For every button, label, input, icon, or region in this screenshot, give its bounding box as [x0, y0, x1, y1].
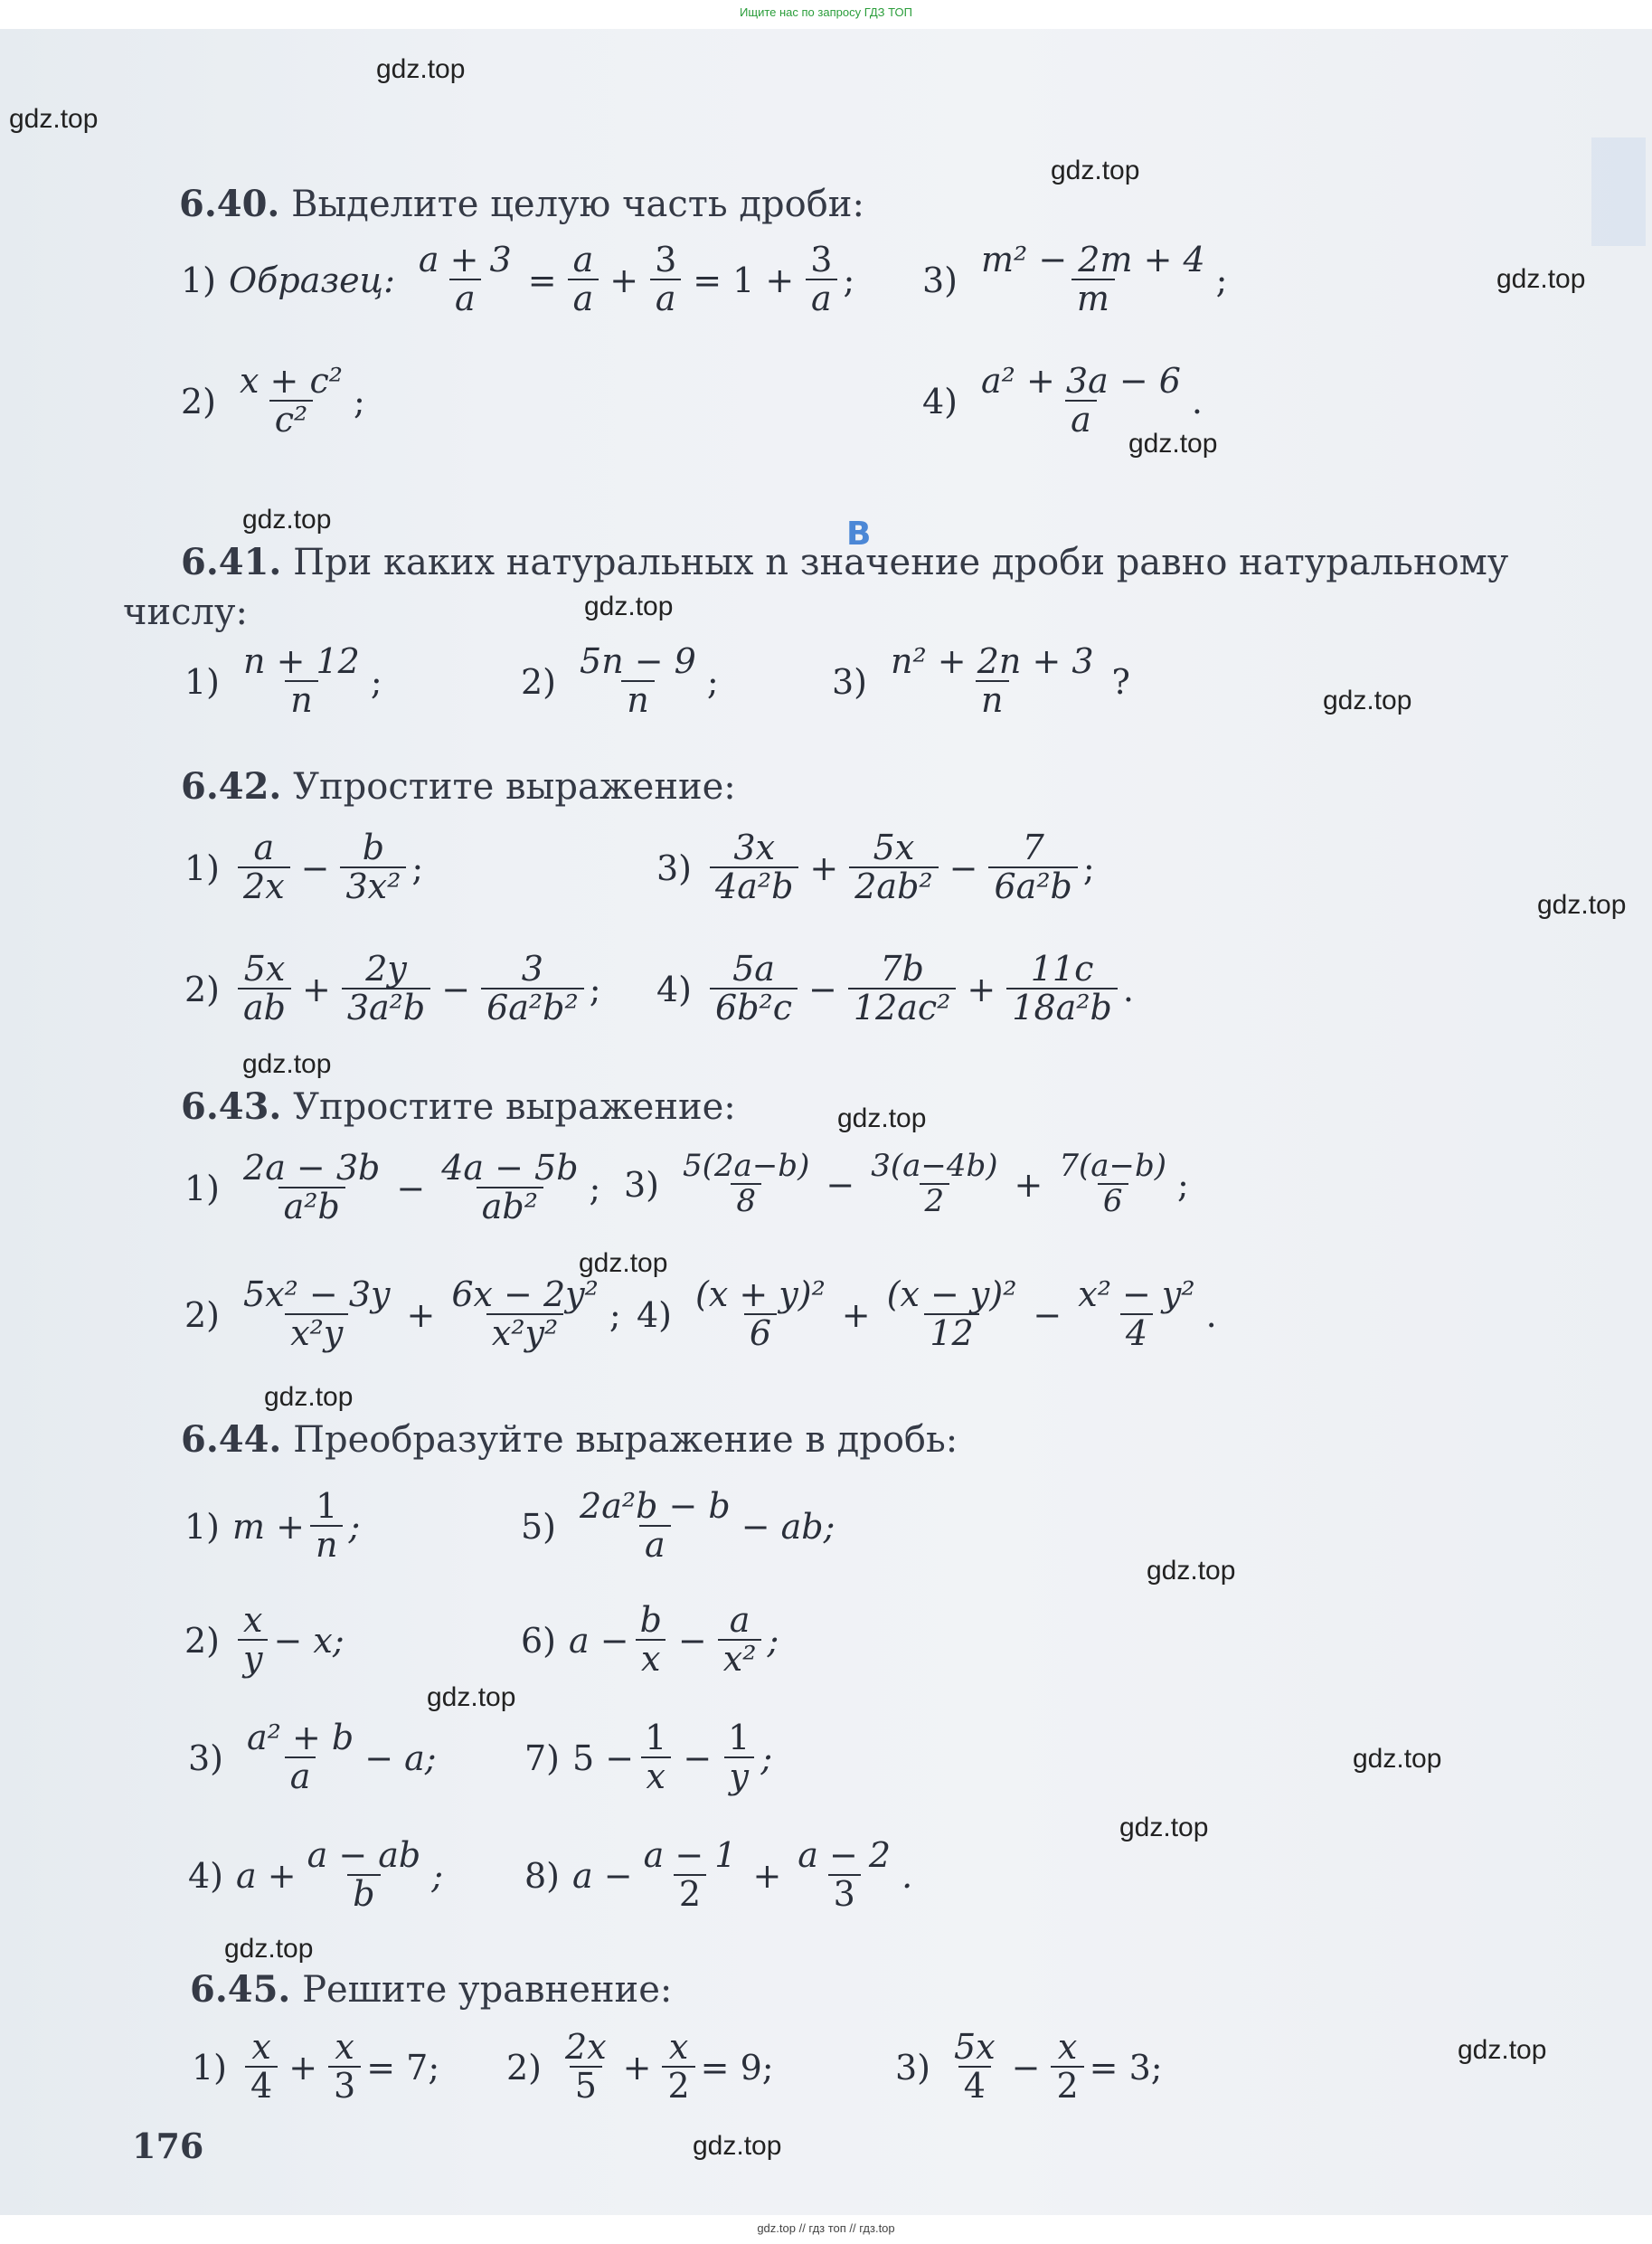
denominator: x²y — [285, 1313, 348, 1353]
punctuation: . — [1122, 969, 1134, 1009]
denominator: 3 — [828, 1874, 861, 1914]
numerator: 5(2a−b) — [683, 1148, 810, 1184]
numerator: a — [253, 828, 275, 867]
item-6-41-3 — [832, 641, 1130, 720]
operator: + — [288, 2047, 318, 2088]
textbook-page — [0, 29, 1652, 2215]
numerator: 3(a−4b) — [871, 1148, 998, 1184]
numerator: 2x — [565, 2027, 607, 2067]
numerator: 2y — [365, 949, 407, 989]
watermark: gdz.top — [1051, 156, 1140, 185]
numerator: 5x — [954, 2027, 996, 2067]
numerator: 4a − 5b — [441, 1148, 579, 1188]
numerator: 1 — [645, 1718, 667, 1757]
watermark: gdz.top — [242, 1049, 332, 1079]
exercise-header — [181, 765, 736, 808]
exercise-title: Преобразуйте выражение в дробь: — [293, 1419, 958, 1461]
fraction — [849, 830, 938, 906]
fraction — [328, 2027, 361, 2106]
watermark: gdz.top — [837, 1103, 927, 1133]
item-number: 8) — [524, 1855, 561, 1896]
item-number: 2) — [506, 2047, 543, 2088]
item-6-40-3 — [922, 242, 1227, 318]
item-number: 2) — [184, 1294, 221, 1335]
item-6-45-3 — [895, 2027, 1163, 2106]
fraction — [949, 2027, 1001, 2106]
fraction — [639, 1720, 672, 1796]
section-letter: В — [846, 516, 872, 553]
numerator: 3 — [655, 240, 677, 279]
punctuation: . — [902, 1855, 913, 1896]
numerator: 7(a−b) — [1059, 1148, 1167, 1184]
item-number: 4) — [656, 969, 693, 1009]
expression-prefix: 5 − — [572, 1737, 635, 1778]
item-6-40-1 — [181, 242, 854, 318]
punctuation: ; — [370, 661, 382, 702]
bleed-through-highlight — [1591, 137, 1646, 246]
numerator: 1 — [316, 1486, 338, 1526]
item-6-42-1 — [184, 830, 423, 906]
fraction — [638, 1835, 742, 1914]
denominator: 6 — [1098, 1183, 1128, 1218]
fraction — [1072, 1274, 1200, 1353]
numerator: 5a — [732, 949, 775, 989]
punctuation: . — [1205, 1294, 1217, 1335]
punctuation: . — [1191, 381, 1204, 421]
denominator: ab² — [477, 1187, 543, 1226]
denominator: 6 — [744, 1313, 777, 1353]
denominator: n — [621, 680, 654, 720]
numerator: 2a − 3b — [243, 1148, 381, 1188]
operator: + — [609, 260, 639, 300]
numerator: a — [729, 1600, 750, 1640]
item-number: 2) — [181, 381, 217, 421]
denominator: 6a²b — [988, 866, 1077, 906]
denominator: 4 — [958, 2066, 991, 2106]
item-6-44-1 — [184, 1486, 361, 1565]
fraction — [238, 641, 365, 720]
watermark: gdz.top — [224, 1934, 314, 1964]
page-number: 176 — [132, 2126, 204, 2166]
denominator: 2 — [1051, 2066, 1083, 2106]
item-number: 3) — [624, 1164, 660, 1205]
fraction — [238, 1150, 385, 1226]
denominator: a — [639, 1525, 671, 1565]
item-6-41-1 — [184, 641, 382, 720]
numerator: x — [243, 1600, 263, 1640]
exercise-number: 6.40. — [179, 183, 280, 225]
numerator: m² − 2m + 4 — [981, 240, 1205, 279]
item-number: 2) — [184, 969, 221, 1009]
denominator: n — [285, 680, 317, 720]
numerator: x² − y² — [1078, 1274, 1195, 1314]
denominator: b — [347, 1874, 380, 1914]
fraction — [574, 641, 702, 720]
denominator: x² — [718, 1639, 762, 1679]
operator: − — [1033, 1294, 1062, 1335]
punctuation: ; — [609, 1294, 621, 1335]
fraction — [574, 1486, 736, 1565]
operator: + — [622, 2047, 652, 2088]
punctuation: ; — [411, 847, 424, 888]
watermark: gdz.top — [1323, 686, 1412, 715]
watermark: gdz.top — [376, 54, 466, 84]
numerator: a + 3 — [418, 240, 512, 279]
numerator: b — [362, 828, 385, 867]
denominator: 18a²b — [1006, 988, 1118, 1027]
item-6-40-4 — [922, 361, 1204, 440]
item-number: 5) — [521, 1506, 557, 1547]
fraction — [865, 1150, 1003, 1218]
numerator: a² + 3a − 6 — [981, 361, 1181, 401]
denominator: 12ac² — [848, 988, 957, 1027]
numerator: 2a²b − b — [580, 1486, 731, 1526]
fraction — [805, 242, 837, 318]
fraction — [340, 830, 406, 906]
exercise-number: 6.44. — [181, 1418, 282, 1461]
operator: + — [809, 847, 839, 888]
numerator: a − ab — [307, 1835, 421, 1875]
watermark: gdz.top — [584, 592, 674, 621]
denominator: m — [1071, 279, 1115, 318]
item-number: 3) — [922, 260, 958, 300]
fraction — [302, 1835, 427, 1914]
denominator: a — [449, 279, 481, 318]
fraction — [848, 949, 957, 1027]
exercise-header — [181, 1085, 736, 1128]
punctuation: ; — [843, 260, 855, 300]
punctuation: ; — [348, 1506, 361, 1547]
fraction — [238, 830, 290, 906]
watermark: gdz.top — [1458, 2035, 1547, 2065]
item-number: 4) — [922, 381, 958, 421]
item-number: 2) — [521, 661, 557, 702]
equation-rhs: = 9; — [700, 2047, 774, 2088]
operator: − — [677, 1620, 707, 1661]
fraction — [976, 242, 1211, 318]
exercise-title: Упростите выражение: — [293, 1086, 736, 1128]
denominator: 4a²b — [710, 866, 798, 906]
expression-prefix: m + — [232, 1506, 305, 1547]
fraction — [882, 1274, 1023, 1353]
fraction — [662, 2027, 694, 2106]
item-number: 1) — [184, 1168, 221, 1208]
item-number: 7) — [524, 1737, 561, 1778]
watermark: gdz.top — [427, 1682, 516, 1712]
numerator: 5x — [873, 828, 915, 867]
exercise-title: Упростите выражение: — [293, 766, 736, 808]
fraction — [446, 1274, 603, 1353]
item-number: 1) — [181, 260, 217, 300]
punctuation: ; — [1177, 1164, 1189, 1205]
fraction — [792, 1835, 896, 1914]
denominator: 3a²b — [342, 988, 430, 1027]
numerator: b — [639, 1600, 662, 1640]
fraction — [238, 1600, 268, 1679]
fraction — [690, 1274, 831, 1353]
numerator: 7b — [880, 949, 924, 989]
item-6-44-7 — [524, 1720, 772, 1796]
numerator: n² + 2n + 3 — [891, 641, 1094, 681]
watermark: gdz.top — [1147, 1556, 1236, 1586]
numerator: a² + b — [247, 1718, 354, 1757]
punctuation: ; — [767, 1620, 779, 1661]
expression-prefix: a − — [572, 1855, 633, 1896]
item-number: 3) — [832, 661, 868, 702]
fraction — [635, 1600, 667, 1679]
punctuation: ? — [1111, 661, 1130, 702]
item-number: 1) — [192, 2047, 228, 2088]
denominator: x²y² — [486, 1313, 563, 1353]
watermark: gdz.top — [579, 1248, 668, 1278]
operator: − — [683, 1737, 713, 1778]
punctuation: ; — [589, 1168, 601, 1208]
operator: + — [1014, 1164, 1043, 1205]
item-number: 1) — [184, 1506, 221, 1547]
operator: − — [1011, 2047, 1041, 2088]
item-6-40-2 — [181, 361, 365, 440]
numerator: (x − y)² — [886, 1274, 1017, 1314]
numerator: 1 — [728, 1718, 750, 1757]
operator: = — [527, 260, 557, 300]
exercise-number: 6.45. — [190, 1968, 291, 2011]
item-6-43-3 — [624, 1150, 1189, 1218]
fraction — [238, 1274, 395, 1353]
denominator: a — [285, 1756, 316, 1796]
equation-rhs: = 3; — [1089, 2047, 1163, 2088]
denominator: y — [724, 1756, 754, 1796]
fraction — [722, 1720, 755, 1796]
numerator: 5n − 9 — [580, 641, 696, 681]
numerator: 3 — [810, 240, 833, 279]
exercise-header — [190, 1968, 672, 2011]
denominator: a — [568, 279, 599, 318]
operator: − — [949, 847, 978, 888]
equation-rhs: = 7; — [366, 2047, 440, 2088]
denominator: 2 — [674, 1874, 706, 1914]
denominator: 6a²b² — [481, 988, 584, 1027]
fraction — [677, 1150, 815, 1218]
top-banner: Ищите нас по запросу ГДЗ ТОП — [740, 5, 912, 19]
item-number: 3) — [656, 847, 693, 888]
expression-prefix: a − — [569, 1620, 629, 1661]
exercise-title: При каких натуральных n значение дроби равно натуральному — [293, 542, 1509, 583]
expression-suffix: − x; — [273, 1620, 345, 1661]
operator: − — [826, 1164, 855, 1205]
fraction — [1051, 2027, 1083, 2106]
item-number: 1) — [184, 661, 221, 702]
item-number: 6) — [521, 1620, 557, 1661]
numerator: n + 12 — [243, 641, 360, 681]
numerator: x — [668, 2027, 689, 2067]
fraction — [238, 949, 291, 1027]
numerator: a − 2 — [798, 1835, 892, 1875]
denominator: n — [310, 1525, 343, 1565]
fraction — [1006, 949, 1118, 1027]
item-number: 1) — [184, 847, 221, 888]
watermark: gdz.top — [693, 2131, 782, 2161]
operator: − — [808, 969, 837, 1009]
denominator: 2 — [920, 1183, 950, 1218]
numerator: x + c² — [240, 361, 343, 401]
item-number: 4) — [188, 1855, 224, 1896]
punctuation: ; — [353, 381, 365, 421]
exercise-header — [181, 1418, 958, 1461]
numerator: 3 — [521, 949, 543, 989]
fraction — [710, 949, 798, 1027]
item-6-44-2 — [184, 1600, 345, 1679]
operator: + — [406, 1294, 436, 1335]
denominator: a — [650, 279, 682, 318]
sample-label: Образец: — [229, 260, 395, 300]
exercise-header — [179, 183, 864, 225]
item-number: 3) — [188, 1737, 224, 1778]
fraction — [234, 361, 348, 440]
fraction — [885, 641, 1100, 720]
denominator: a — [1065, 400, 1097, 440]
item-6-41-2 — [521, 641, 719, 720]
fraction — [310, 1486, 343, 1565]
item-6-42-4 — [656, 949, 1134, 1027]
denominator: 4 — [245, 2066, 278, 2106]
operator: − — [441, 969, 471, 1009]
item-6-44-6 — [521, 1600, 779, 1679]
numerator: 11c — [1030, 949, 1094, 989]
numerator: (x + y)² — [695, 1274, 826, 1314]
fraction — [568, 242, 599, 318]
item-6-42-3 — [656, 830, 1095, 906]
bottom-banner: gdz.top // гдз топ // гдз.top — [757, 2221, 895, 2235]
punctuation: ; — [589, 969, 601, 1009]
operator: + — [302, 969, 331, 1009]
fraction — [413, 242, 517, 318]
exercise-header — [181, 541, 1508, 583]
exercise-number: 6.43. — [181, 1085, 282, 1128]
denominator: 12 — [924, 1313, 978, 1353]
numerator: 7 — [1022, 828, 1044, 867]
watermark: gdz.top — [9, 104, 99, 134]
numerator: 5x — [243, 949, 286, 989]
exercise-title: Выделите целую часть дроби: — [291, 184, 864, 225]
numerator: x — [251, 2027, 271, 2067]
exercise-number: 6.42. — [181, 765, 282, 808]
watermark: gdz.top — [1496, 264, 1586, 294]
punctuation: ; — [431, 1855, 444, 1896]
fraction — [710, 830, 798, 906]
punctuation: ; — [760, 1737, 773, 1778]
fraction — [1053, 1150, 1172, 1218]
denominator: x — [636, 1639, 666, 1679]
item-6-44-3 — [188, 1720, 437, 1796]
denominator: 5 — [570, 2066, 602, 2106]
denominator: a — [806, 279, 837, 318]
fraction — [436, 1150, 583, 1226]
punctuation: ; — [1082, 847, 1095, 888]
operator: − — [300, 847, 330, 888]
denominator: 3 — [328, 2066, 361, 2106]
fraction — [649, 242, 682, 318]
fraction — [481, 949, 584, 1027]
punctuation: ; — [1215, 260, 1228, 300]
operator: + — [967, 969, 996, 1009]
expression-prefix: a + — [236, 1855, 297, 1896]
denominator: a²b — [278, 1187, 345, 1226]
denominator: 8 — [731, 1183, 761, 1218]
numerator: 6x − 2y² — [451, 1274, 599, 1314]
denominator: ab — [238, 988, 291, 1027]
watermark: gdz.top — [242, 505, 332, 535]
denominator: 6b²c — [710, 988, 798, 1027]
numerator: 3x — [733, 828, 776, 867]
item-number: 4) — [637, 1294, 673, 1335]
denominator: n — [976, 680, 1008, 720]
fraction — [560, 2027, 612, 2106]
numerator: a − 1 — [643, 1835, 737, 1875]
fraction — [342, 949, 430, 1027]
punctuation: ; — [706, 661, 719, 702]
operator: − — [396, 1168, 426, 1208]
denominator: c² — [269, 400, 314, 440]
numerator: x — [335, 2027, 354, 2067]
item-number: 2) — [184, 1620, 221, 1661]
numerator: a — [572, 240, 594, 279]
denominator: x — [641, 1756, 671, 1796]
denominator: y — [238, 1639, 268, 1679]
watermark: gdz.top — [1128, 429, 1218, 459]
denominator: 2x — [238, 866, 290, 906]
denominator: 2 — [662, 2066, 694, 2106]
denominator: 4 — [1120, 1313, 1153, 1353]
expression-suffix: − ab; — [741, 1506, 835, 1547]
item-number: 3) — [895, 2047, 931, 2088]
numerator: x — [1057, 2027, 1078, 2067]
fraction — [718, 1600, 762, 1679]
watermark: gdz.top — [1119, 1813, 1209, 1842]
item-6-44-5 — [521, 1486, 835, 1565]
fraction — [241, 1720, 359, 1796]
fraction — [245, 2027, 278, 2106]
operator: + — [841, 1294, 871, 1335]
denominator: 3x² — [340, 866, 406, 906]
item-6-44-8 — [524, 1835, 913, 1914]
operator: = 1 + — [693, 260, 795, 300]
item-6-42-2 — [184, 949, 601, 1027]
watermark: gdz.top — [1537, 890, 1627, 920]
expression-suffix: − a; — [364, 1737, 437, 1778]
item-6-44-4 — [188, 1835, 444, 1914]
item-6-43-2 — [184, 1274, 621, 1353]
exercise-title-cont: числу: — [123, 592, 248, 633]
exercise-number: 6.41. — [181, 541, 282, 583]
fraction — [988, 830, 1077, 906]
item-6-43-4 — [637, 1274, 1217, 1353]
item-6-43-1 — [184, 1150, 600, 1226]
operator: + — [752, 1855, 782, 1896]
fraction — [976, 361, 1186, 440]
item-6-45-2 — [506, 2027, 774, 2106]
denominator: 2ab² — [849, 866, 938, 906]
item-6-45-1 — [192, 2027, 440, 2106]
exercise-title: Решите уравнение: — [302, 1969, 673, 2011]
watermark: gdz.top — [1353, 1744, 1442, 1774]
watermark: gdz.top — [264, 1382, 354, 1412]
numerator: 5x² − 3y — [243, 1274, 391, 1314]
